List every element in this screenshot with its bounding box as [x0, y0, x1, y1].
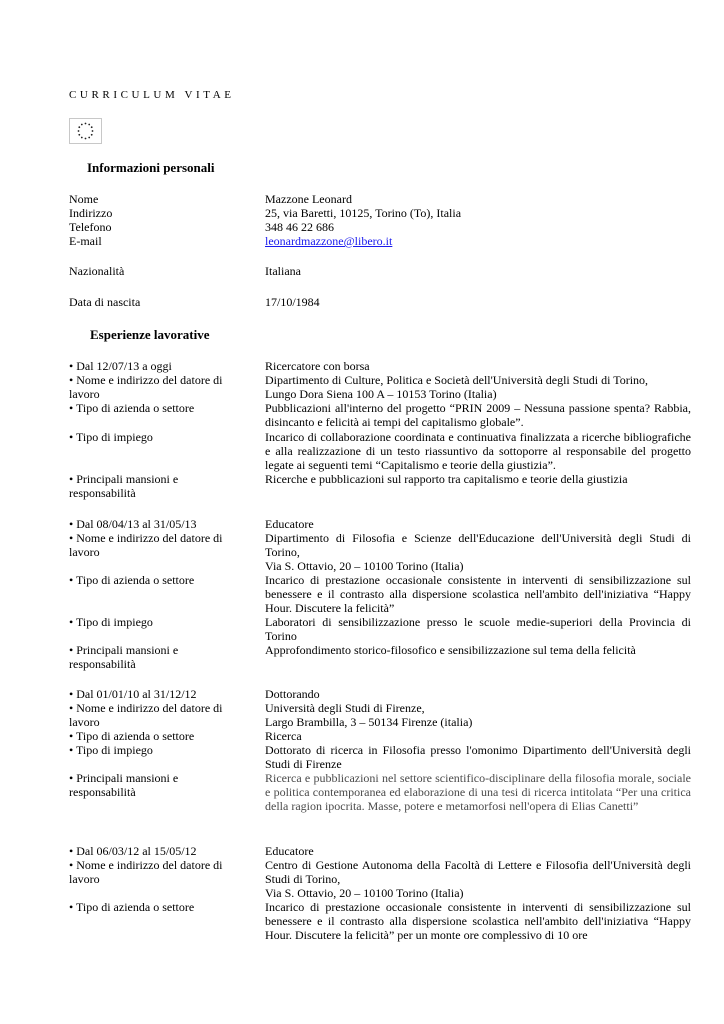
- page-title: CURRICULUM VITAE: [69, 89, 235, 101]
- label-name: Nome: [69, 192, 99, 206]
- section-title-personal: Informazioni personali: [87, 160, 215, 175]
- exp3-employer: Università degli Studi di Firenze,: [265, 701, 425, 715]
- exp1-jobtype: Incarico di collaborazione coordinata e continuativa finalizzata a ricerche bibliografiche e alla realizzazione di un testo riassuntivo da sottoporre al responsabile del progetto legate ai seguenti temi “Capitalismo e teorie della giustizia”.: [265, 430, 691, 473]
- exp3-role: Dottorando: [265, 687, 320, 701]
- exp2-period: • Dal 08/04/13 al 31/05/13: [69, 517, 197, 531]
- exp1-period: • Dal 12/07/13 a oggi: [69, 359, 172, 373]
- exp3-employer-address: Largo Brambilla, 3 – 50134 Firenze (italia): [265, 715, 473, 729]
- exp1-employer-address: Lungo Dora Siena 100 A – 10153 Torino (Italia): [265, 387, 497, 401]
- exp2-duties-label: • Principali mansioni e: [69, 643, 179, 657]
- exp3-period: • Dal 01/01/10 al 31/12/12: [69, 687, 197, 701]
- exp3-duties-label: • Principali mansioni e: [69, 771, 179, 785]
- exp1-sector-label: • Tipo di azienda o settore: [69, 401, 195, 415]
- label-address: Indirizzo: [69, 206, 113, 220]
- label-email: E-mail: [69, 234, 102, 248]
- value-address: 25, via Baretti, 10125, Torino (To), Italia: [265, 206, 462, 220]
- exp1-employer: Dipartimento di Culture, Politica e Società dell'Università degli Studi di Torino,: [265, 373, 649, 387]
- exp4-sector-label: • Tipo di azienda o settore: [69, 900, 195, 914]
- exp1-role: Ricercatore con borsa: [265, 359, 370, 373]
- exp4-employer-label-2: lavoro: [69, 872, 100, 886]
- exp2-duties-label-2: responsabilità: [69, 657, 136, 671]
- value-name: Mazzone Leonard: [265, 192, 352, 206]
- exp4-employer-label: • Nome e indirizzo del datore di: [69, 858, 223, 872]
- exp3-employer-label: • Nome e indirizzo del datore di: [69, 701, 223, 715]
- exp3-sector-label: • Tipo di azienda o settore: [69, 729, 195, 743]
- exp1-duties-label: • Principali mansioni e: [69, 472, 179, 486]
- exp3-jobtype-label: • Tipo di impiego: [69, 743, 153, 757]
- exp4-period: • Dal 06/03/12 al 15/05/12: [69, 844, 197, 858]
- exp4-employer-address: Via S. Ottavio, 20 – 10100 Torino (Italia): [265, 886, 464, 900]
- exp3-duties: Ricerca e pubblicazioni nel settore scientifico-disciplinare della filosofia morale, sociale e politica contemporanea ed elaborazione di una tesi di ricerca intitolata “Per una critica della ragion ipocrita. Masse, potere e metamorfosi nell'opera di Elias Canetti”: [265, 771, 691, 814]
- exp2-jobtype: Laboratori di sensibilizzazione presso le scuole medie-superiori della Provincia di Torino: [265, 615, 691, 644]
- exp1-sector: Pubblicazioni all'interno del progetto “PRIN 2009 – Nessuna passione spenta? Rabbia, disincanto e felicità ai tempi del capitalismo globale”.: [265, 401, 691, 430]
- exp2-employer-address: Via S. Ottavio, 20 – 10100 Torino (Italia): [265, 559, 464, 573]
- value-phone: 348 46 22 686: [265, 220, 334, 234]
- label-nationality: Nazionalità: [69, 264, 125, 278]
- exp1-jobtype-label: • Tipo di impiego: [69, 430, 153, 444]
- email-link[interactable]: leonardmazzone@libero.it: [265, 234, 393, 248]
- exp3-sector: Ricerca: [265, 729, 302, 743]
- exp2-sector: Incarico di prestazione occasionale consistente in interventi di sensibilizzazione sul benessere e il contrasto alla dispersione scolastica nell'ambito dell'iniziativa “Happy Hour. Discutere la felicità”: [265, 573, 691, 616]
- exp2-duties: Approfondimento storico-filosofico e sensibilizzazione sul tema della felicità: [265, 643, 636, 657]
- eu-flag-logo: [69, 118, 102, 144]
- exp4-employer: Centro di Gestione Autonoma della Facoltà di Lettere e Filosofia dell'Università degli Studi di Torino,: [265, 858, 691, 887]
- exp2-sector-label: • Tipo di azienda o settore: [69, 573, 195, 587]
- exp4-role: Educatore: [265, 844, 314, 858]
- exp2-jobtype-label: • Tipo di impiego: [69, 615, 153, 629]
- label-birthdate: Data di nascita: [69, 295, 141, 309]
- exp1-employer-label: • Nome e indirizzo del datore di: [69, 373, 223, 387]
- exp3-employer-label-2: lavoro: [69, 715, 100, 729]
- exp3-jobtype: Dottorato di ricerca in Filosofia presso l'omonimo Dipartimento dell'Università degli Studi di Firenze: [265, 743, 691, 772]
- exp1-employer-label-2: lavoro: [69, 387, 100, 401]
- exp2-employer-label-2: lavoro: [69, 545, 100, 559]
- exp1-duties: Ricerche e pubblicazioni sul rapporto tra capitalismo e teorie della giustizia: [265, 472, 628, 486]
- exp2-employer: Dipartimento di Filosofia e Scienze dell'Educazione dell'Università degli Studi di Torino,: [265, 531, 691, 560]
- value-birthdate: 17/10/1984: [265, 295, 320, 309]
- value-nationality: Italiana: [265, 264, 301, 278]
- exp1-duties-label-2: responsabilità: [69, 486, 136, 500]
- exp2-employer-label: • Nome e indirizzo del datore di: [69, 531, 223, 545]
- exp2-role: Educatore: [265, 517, 314, 531]
- label-phone: Telefono: [69, 220, 112, 234]
- section-title-experience: Esperienze lavorative: [90, 327, 210, 342]
- exp3-duties-label-2: responsabilità: [69, 785, 136, 799]
- exp4-sector: Incarico di prestazione occasionale consistente in interventi di sensibilizzazione sul benessere e il contrasto alla dispersione scolastica nell'ambito dell'iniziativa “Happy Hour. Discutere la felicità” per un monte ore complessivo di 10 ore: [265, 900, 691, 943]
